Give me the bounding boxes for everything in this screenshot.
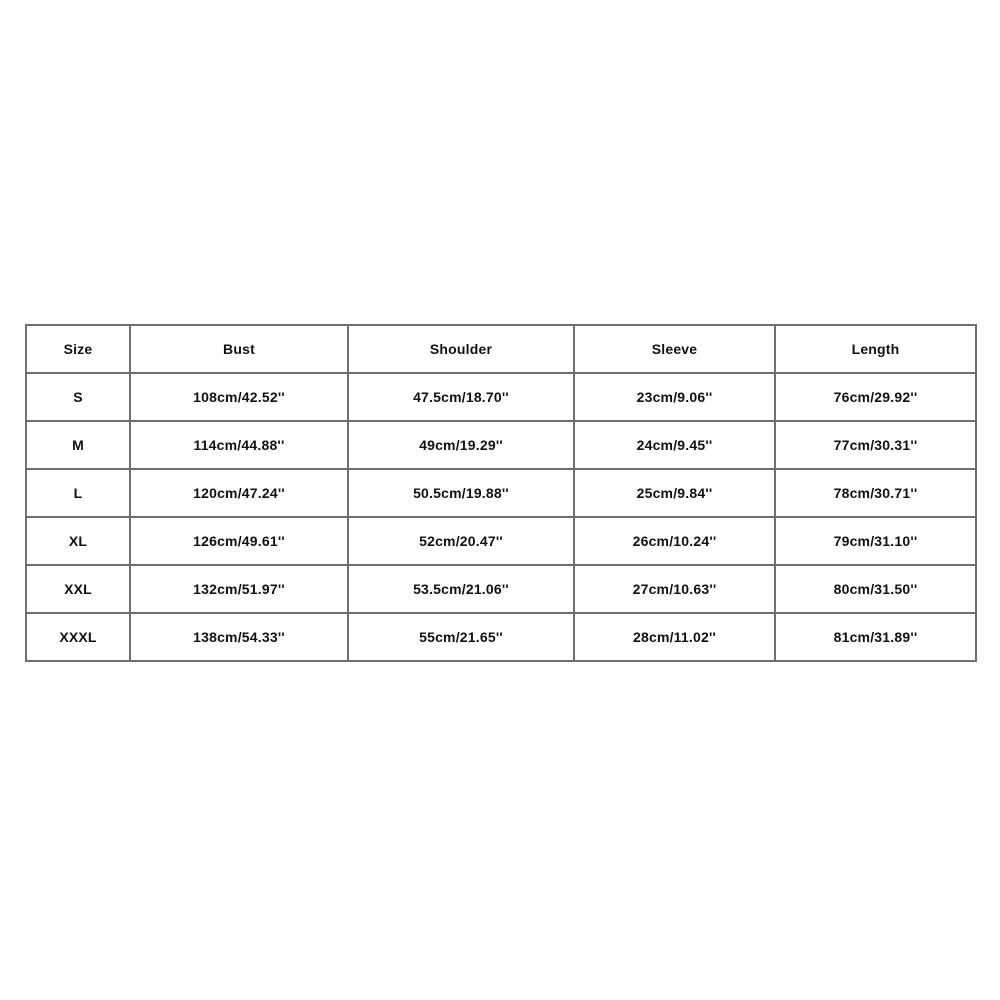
sleeve-cell: 23cm/9.06'' bbox=[574, 373, 775, 421]
length-cell: 81cm/31.89'' bbox=[775, 613, 976, 661]
size-chart-table bbox=[25, 324, 977, 662]
length-cell: 79cm/31.10'' bbox=[775, 517, 976, 565]
bust-cell: 126cm/49.61'' bbox=[130, 517, 348, 565]
size-cell: S bbox=[26, 373, 130, 421]
table-row bbox=[26, 373, 976, 421]
size-cell: XL bbox=[26, 517, 130, 565]
header-row bbox=[26, 325, 976, 373]
header-size: Size bbox=[26, 325, 130, 373]
table-row bbox=[26, 469, 976, 517]
bust-cell: 120cm/47.24'' bbox=[130, 469, 348, 517]
table-row bbox=[26, 613, 976, 661]
header-shoulder: Shoulder bbox=[348, 325, 574, 373]
length-cell: 80cm/31.50'' bbox=[775, 565, 976, 613]
shoulder-cell: 49cm/19.29'' bbox=[348, 421, 574, 469]
size-cell: L bbox=[26, 469, 130, 517]
size-cell: XXL bbox=[26, 565, 130, 613]
table-row bbox=[26, 565, 976, 613]
size-cell: M bbox=[26, 421, 130, 469]
table-body bbox=[26, 373, 976, 661]
shoulder-cell: 55cm/21.65'' bbox=[348, 613, 574, 661]
length-cell: 77cm/30.31'' bbox=[775, 421, 976, 469]
sleeve-cell: 27cm/10.63'' bbox=[574, 565, 775, 613]
shoulder-cell: 52cm/20.47'' bbox=[348, 517, 574, 565]
shoulder-cell: 50.5cm/19.88'' bbox=[348, 469, 574, 517]
bust-cell: 114cm/44.88'' bbox=[130, 421, 348, 469]
sleeve-cell: 26cm/10.24'' bbox=[574, 517, 775, 565]
bust-cell: 108cm/42.52'' bbox=[130, 373, 348, 421]
header-length: Length bbox=[775, 325, 976, 373]
sleeve-cell: 25cm/9.84'' bbox=[574, 469, 775, 517]
sleeve-cell: 24cm/9.45'' bbox=[574, 421, 775, 469]
header-sleeve: Sleeve bbox=[574, 325, 775, 373]
table-header bbox=[26, 325, 976, 373]
sleeve-cell: 28cm/11.02'' bbox=[574, 613, 775, 661]
table-row bbox=[26, 517, 976, 565]
length-cell: 76cm/29.92'' bbox=[775, 373, 976, 421]
bust-cell: 138cm/54.33'' bbox=[130, 613, 348, 661]
header-bust: Bust bbox=[130, 325, 348, 373]
table-row bbox=[26, 421, 976, 469]
shoulder-cell: 47.5cm/18.70'' bbox=[348, 373, 574, 421]
size-cell: XXXL bbox=[26, 613, 130, 661]
bust-cell: 132cm/51.97'' bbox=[130, 565, 348, 613]
length-cell: 78cm/30.71'' bbox=[775, 469, 976, 517]
shoulder-cell: 53.5cm/21.06'' bbox=[348, 565, 574, 613]
